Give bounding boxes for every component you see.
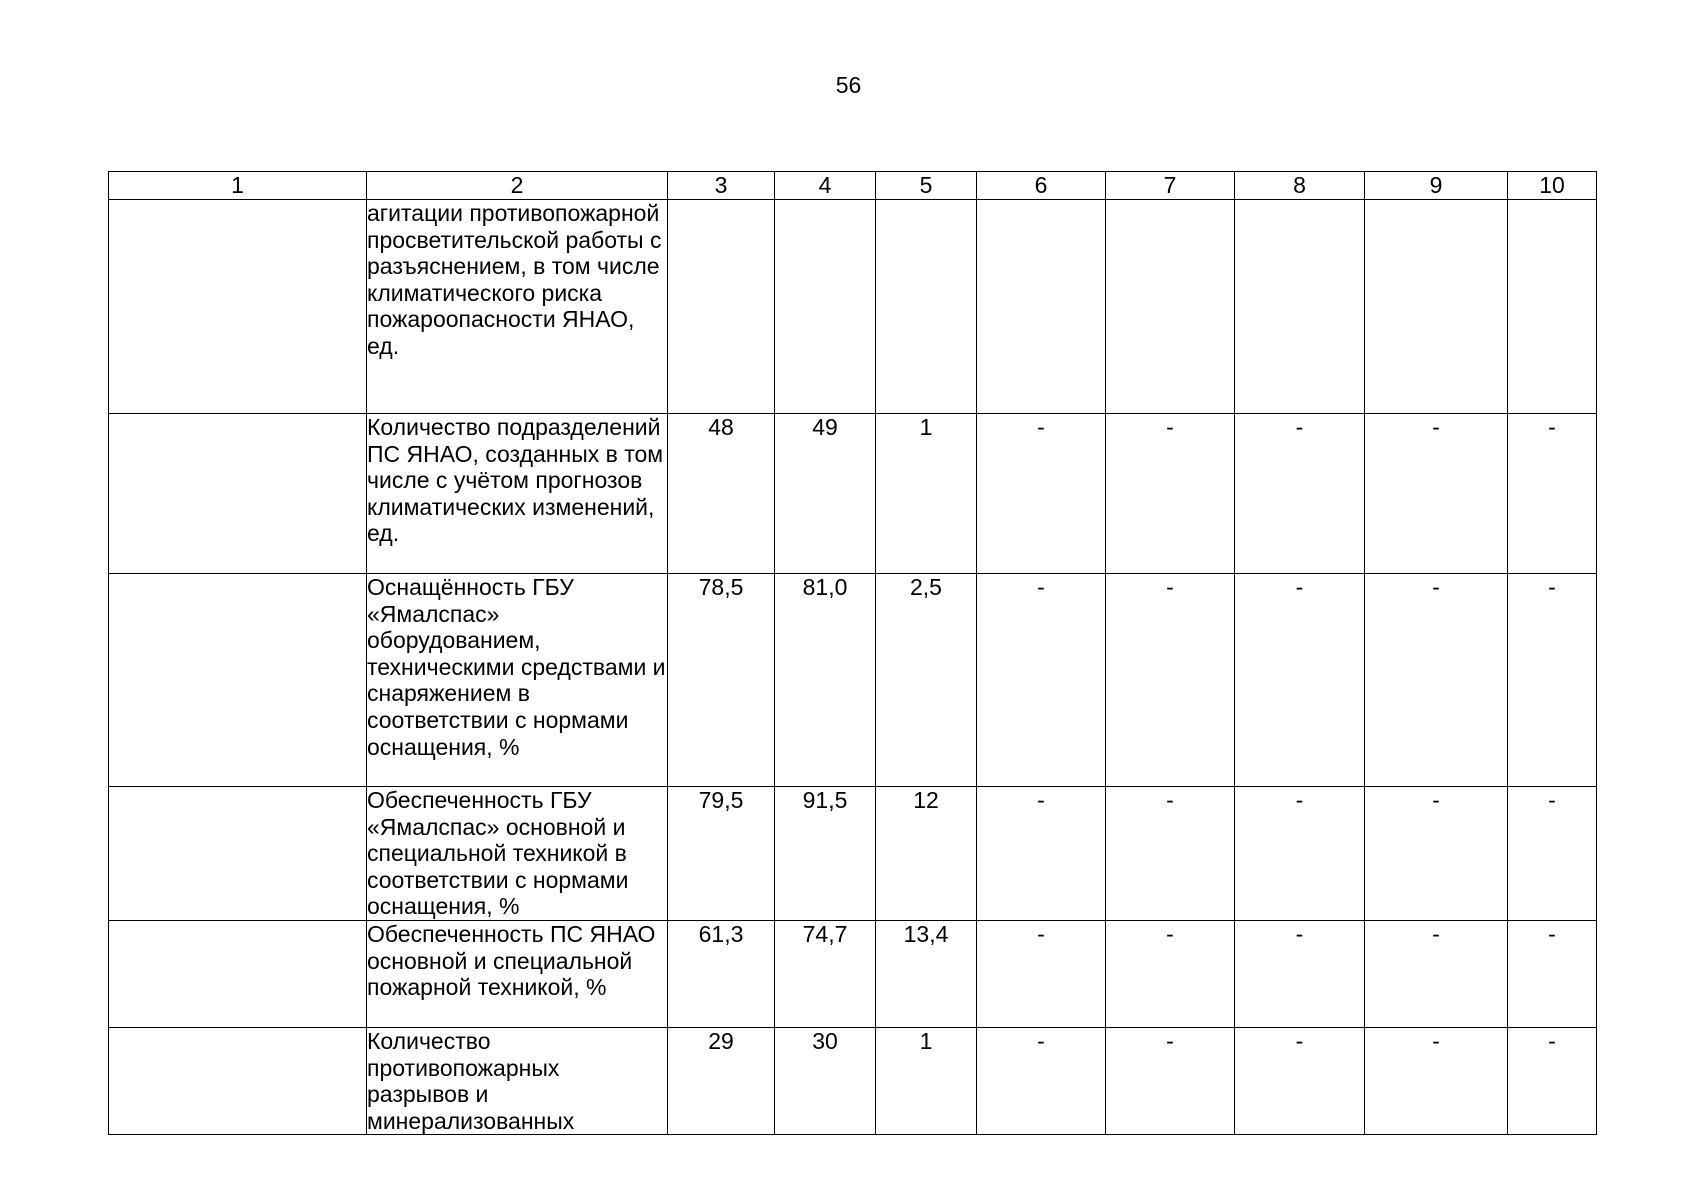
value-cell-6: - — [977, 1028, 1106, 1135]
value-cell-6: - — [977, 414, 1106, 574]
value-cell-5: 13,4 — [876, 921, 977, 1028]
value-cell-7: - — [1106, 1028, 1235, 1135]
value-cell-3: 79,5 — [668, 787, 775, 921]
value-cell-4 — [775, 200, 876, 414]
value-cell-4: 30 — [775, 1028, 876, 1135]
value-cell-7: - — [1106, 787, 1235, 921]
row-section-cell — [109, 414, 367, 574]
column-header-5: 5 — [876, 172, 977, 200]
value-cell-9 — [1365, 200, 1508, 414]
page-number: 56 — [835, 72, 862, 98]
value-cell-9: - — [1365, 574, 1508, 787]
value-cell-10: - — [1508, 414, 1597, 574]
table-row — [109, 921, 1597, 1028]
value-cell-7: - — [1106, 414, 1235, 574]
value-cell-3: 48 — [668, 414, 775, 574]
table-row — [109, 414, 1597, 574]
value-cell-9: - — [1365, 414, 1508, 574]
column-header-8: 8 — [1235, 172, 1365, 200]
value-cell-6 — [977, 200, 1106, 414]
row-section-cell — [109, 787, 367, 921]
value-cell-8: - — [1235, 414, 1365, 574]
table-header-row — [109, 172, 1597, 200]
indicator-name-cell: агитации противопожарной просветительской работы с разъяснением, в том числе климатического риска пожароопасности ЯНАО, ед. — [367, 200, 668, 414]
column-header-3: 3 — [668, 172, 775, 200]
value-cell-8: - — [1235, 787, 1365, 921]
table-row — [109, 787, 1597, 921]
value-cell-4: 91,5 — [775, 787, 876, 921]
indicator-name-cell: Количество противопожарных разрывов и минерализованных — [367, 1028, 668, 1135]
value-cell-9: - — [1365, 787, 1508, 921]
row-section-cell — [109, 921, 367, 1028]
value-cell-4: 74,7 — [775, 921, 876, 1028]
value-cell-5: 12 — [876, 787, 977, 921]
value-cell-3 — [668, 200, 775, 414]
indicator-table — [108, 171, 1597, 1135]
value-cell-6: - — [977, 921, 1106, 1028]
value-cell-6: - — [977, 787, 1106, 921]
value-cell-8: - — [1235, 1028, 1365, 1135]
table-row — [109, 200, 1597, 414]
value-cell-5 — [876, 200, 977, 414]
value-cell-9: - — [1365, 1028, 1508, 1135]
row-section-cell — [109, 1028, 367, 1135]
indicator-name-cell: Количество подразделений ПС ЯНАО, созданных в том числе с учётом прогнозов климатических изменений, ед. — [367, 414, 668, 574]
value-cell-3: 78,5 — [668, 574, 775, 787]
indicator-name-cell: Обеспеченность ПС ЯНАО основной и специальной пожарной техникой, % — [367, 921, 668, 1028]
table-row — [109, 1028, 1597, 1135]
value-cell-9: - — [1365, 921, 1508, 1028]
value-cell-8: - — [1235, 574, 1365, 787]
column-header-10: 10 — [1508, 172, 1597, 200]
row-section-cell — [109, 574, 367, 787]
column-header-9: 9 — [1365, 172, 1508, 200]
column-header-6: 6 — [977, 172, 1106, 200]
table-row — [109, 574, 1597, 787]
value-cell-7 — [1106, 200, 1235, 414]
value-cell-10: - — [1508, 921, 1597, 1028]
value-cell-4: 81,0 — [775, 574, 876, 787]
value-cell-7: - — [1106, 921, 1235, 1028]
value-cell-10 — [1508, 200, 1597, 414]
indicator-name-cell: Обеспеченность ГБУ «Ямалспас» основной и специальной техникой в соответствии с нормами оснащения, % — [367, 787, 668, 921]
value-cell-7: - — [1106, 574, 1235, 787]
value-cell-3: 29 — [668, 1028, 775, 1135]
value-cell-5: 2,5 — [876, 574, 977, 787]
indicator-name-cell: Оснащённость ГБУ «Ямалспас» оборудованием, техническими средствами и снаряжением в соответствии с нормами оснащения, % — [367, 574, 668, 787]
value-cell-5: 1 — [876, 414, 977, 574]
value-cell-10: - — [1508, 787, 1597, 921]
column-header-2: 2 — [367, 172, 668, 200]
value-cell-10: - — [1508, 1028, 1597, 1135]
column-header-7: 7 — [1106, 172, 1235, 200]
column-header-1: 1 — [109, 172, 367, 200]
value-cell-10: - — [1508, 574, 1597, 787]
value-cell-8 — [1235, 200, 1365, 414]
column-header-4: 4 — [775, 172, 876, 200]
value-cell-6: - — [977, 574, 1106, 787]
row-section-cell — [109, 200, 367, 414]
value-cell-5: 1 — [876, 1028, 977, 1135]
value-cell-8: - — [1235, 921, 1365, 1028]
value-cell-4: 49 — [775, 414, 876, 574]
value-cell-3: 61,3 — [668, 921, 775, 1028]
